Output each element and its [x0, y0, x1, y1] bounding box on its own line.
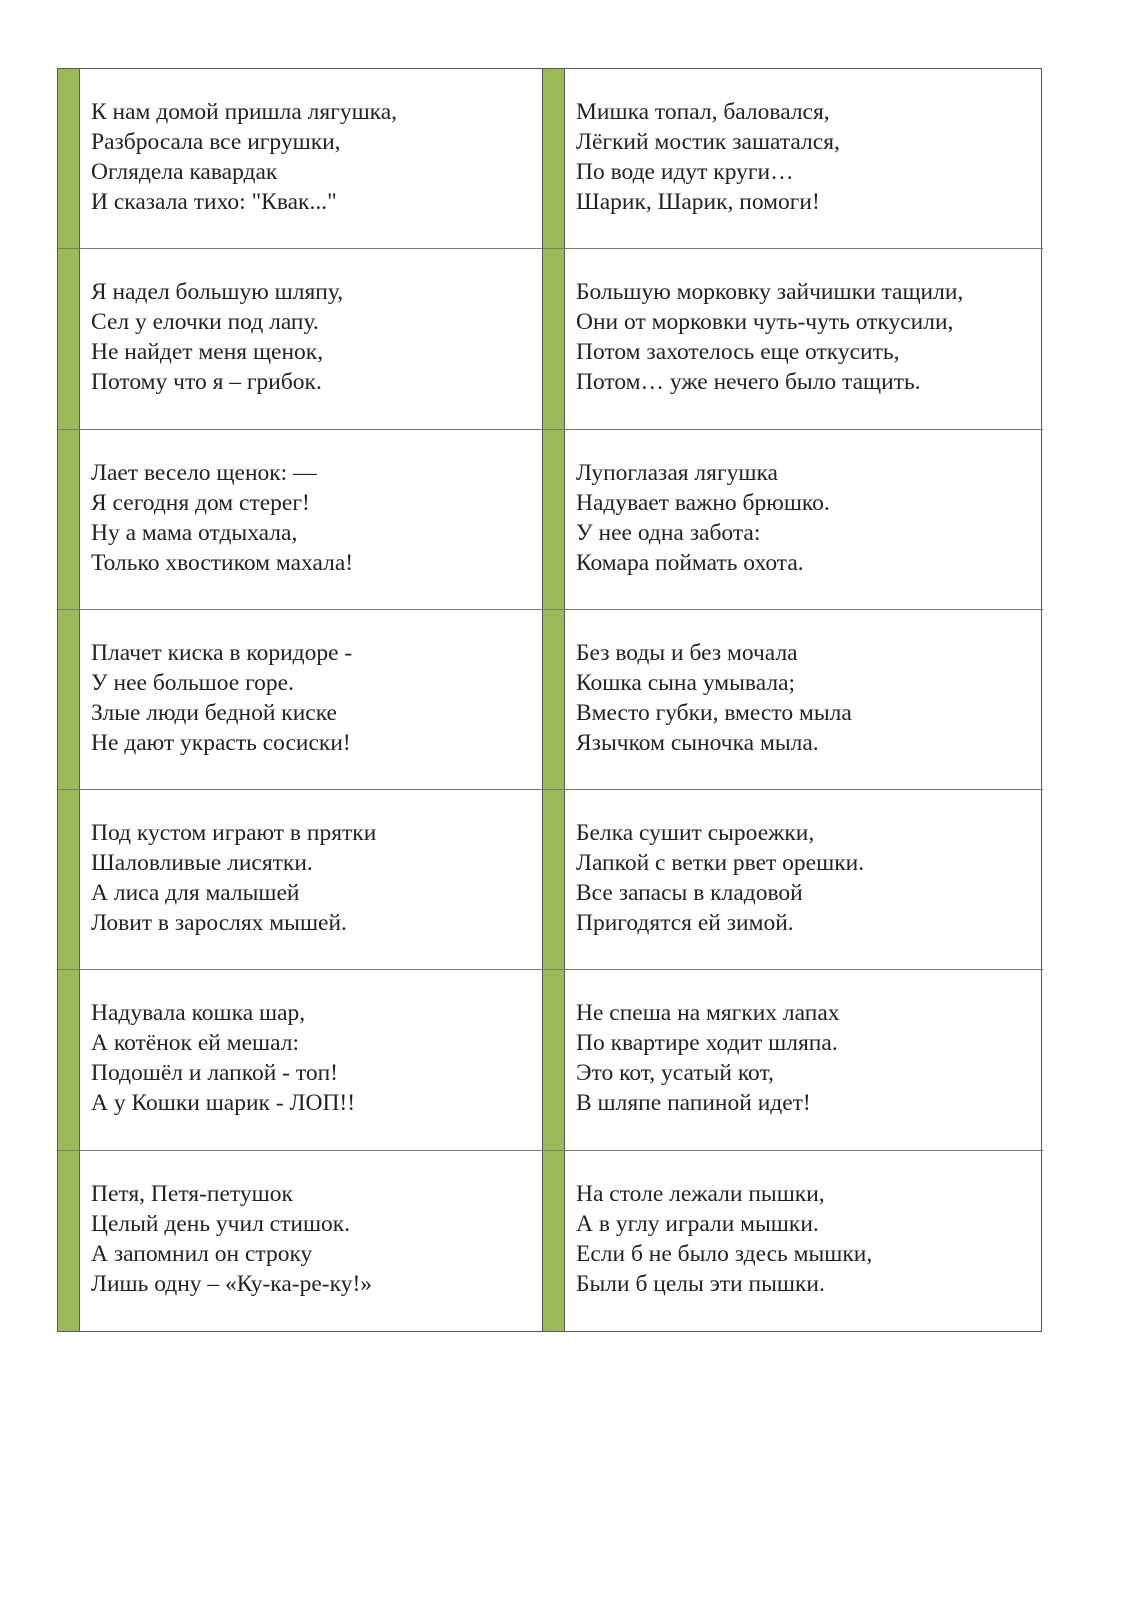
card-accent-bar — [58, 790, 80, 969]
poem-line: Лапкой с ветки рвет орешки. — [576, 850, 865, 877]
poem-line: Потом… уже нечего было тащить. — [576, 369, 921, 396]
poem-line: Сел у елочки под лапу. — [91, 309, 319, 336]
poem-card — [543, 970, 1043, 1150]
poem-line: Лишь одну – «Ку-ка-ре-ку!» — [91, 1270, 373, 1297]
poem-text — [80, 790, 376, 969]
poem-card — [58, 249, 543, 429]
poem-line: У нее одна забота: — [576, 519, 761, 546]
poem-line: Ловит в зарослях мышей. — [91, 910, 347, 937]
poem-line: К нам домой пришла лягушка, — [91, 99, 398, 125]
poem-line: А у Кошки шарик - ЛОП!! — [91, 1090, 356, 1117]
poem-text — [80, 970, 355, 1149]
poem-line: Лупоглазая лягушка — [576, 459, 778, 486]
card-accent-bar — [58, 610, 80, 789]
poem-card — [58, 610, 543, 790]
poem-line: Петя, Петя-петушок — [91, 1180, 293, 1207]
poem-line: Это кот, усатый кот, — [576, 1060, 774, 1087]
poem-card — [543, 430, 1043, 610]
card-accent-bar — [543, 69, 565, 248]
poem-line: И сказала тихо: "Квак..." — [91, 189, 337, 215]
poem-line: Надувала кошка шар, — [91, 1000, 306, 1027]
card-accent-bar — [58, 430, 80, 609]
card-accent-bar — [543, 430, 565, 609]
poem-card — [543, 790, 1043, 970]
poem-text — [565, 610, 852, 789]
poem-line: Потом захотелось еще откусить, — [576, 339, 900, 366]
card-accent-bar — [543, 970, 565, 1149]
poem-line: Я сегодня дом стерег! — [91, 489, 310, 516]
poem-card — [58, 790, 543, 970]
poem-line: Не найдет меня щенок, — [91, 339, 324, 366]
poem-card-grid — [57, 68, 1042, 1332]
poem-line: Комара поймать охота. — [576, 549, 804, 576]
poem-line: По воде идут круги… — [576, 159, 794, 185]
poem-line: Надувает важно брюшко. — [576, 489, 830, 516]
card-accent-bar — [543, 610, 565, 789]
card-accent-bar — [543, 1151, 565, 1331]
poem-line: Потому что я – грибок. — [91, 369, 322, 396]
poem-line: Разбросала все игрушки, — [91, 129, 341, 155]
card-accent-bar — [58, 970, 80, 1149]
poem-card — [58, 69, 543, 249]
card-accent-bar — [58, 249, 80, 428]
poem-line: Плачет киска в коридоре - — [91, 639, 353, 666]
poem-card — [58, 430, 543, 610]
poem-line: Были б целы эти пышки. — [576, 1270, 825, 1297]
poem-line: Мишка топал, баловался, — [576, 99, 830, 125]
poem-line: Кошка сына умывала; — [576, 669, 796, 696]
poem-line: А запомнил он строку — [91, 1240, 313, 1267]
poem-text — [565, 970, 840, 1149]
poem-line: А лиса для малышей — [91, 880, 300, 907]
poem-line: А в углу играли мышки. — [576, 1210, 819, 1237]
poem-line: Без воды и без мочала — [576, 639, 798, 666]
poem-card — [543, 249, 1043, 429]
poem-line: Пригодятся ей зимой. — [576, 910, 794, 937]
poem-line: По квартире ходит шляпа. — [576, 1030, 838, 1057]
poem-line: Если б не было здесь мышки, — [576, 1240, 873, 1267]
poem-line: Шаловливые лисятки. — [91, 850, 313, 877]
poem-line: У нее большое горе. — [91, 669, 294, 696]
poem-text — [565, 249, 963, 428]
poem-line: Все запасы в кладовой — [576, 880, 803, 907]
poem-card — [58, 1151, 543, 1331]
poem-line: Подошёл и лапкой - топ! — [91, 1060, 338, 1087]
poem-text — [80, 249, 343, 428]
poem-line: Большую морковку зайчишки тащили, — [576, 279, 964, 306]
poem-line: Под кустом играют в прятки — [91, 820, 377, 847]
poem-text — [80, 610, 352, 789]
poem-line: Язычком сыночка мыла. — [576, 729, 819, 756]
poem-text — [565, 790, 864, 969]
poem-text — [565, 1151, 872, 1331]
poem-line: Не спеша на мягких лапах — [576, 1000, 840, 1027]
poem-line: Я надел большую шляпу, — [91, 279, 344, 306]
poem-line: Злые люди бедной киске — [91, 699, 337, 726]
poem-text — [80, 430, 353, 609]
poem-line: Только хвостиком махала! — [91, 549, 354, 576]
poem-card — [58, 970, 543, 1150]
poem-card — [543, 1151, 1043, 1331]
poem-text — [565, 430, 830, 609]
poem-text — [80, 1151, 372, 1331]
poem-line: Оглядела кавардак — [91, 159, 278, 185]
poem-card — [543, 610, 1043, 790]
poem-line: А котёнок ей мешал: — [91, 1030, 300, 1057]
card-accent-bar — [58, 1151, 80, 1331]
poem-line: Лает весело щенок: — — [91, 459, 317, 486]
card-accent-bar — [58, 69, 80, 248]
poem-text — [80, 69, 397, 248]
poem-line: Целый день учил стишок. — [91, 1210, 351, 1237]
poem-line: Ну а мама отдыхала, — [91, 519, 298, 546]
card-accent-bar — [543, 790, 565, 969]
poem-line: В шляпе папиной идет! — [576, 1090, 811, 1117]
poem-line: На столе лежали пышки, — [576, 1180, 825, 1207]
poem-line: Не дают украсть сосиски! — [91, 729, 351, 756]
poem-line: Белка сушит сыроежки, — [576, 820, 815, 847]
poem-line: Вместо губки, вместо мыла — [576, 699, 852, 726]
card-accent-bar — [543, 249, 565, 428]
poem-line: Шарик, Шарик, помоги! — [576, 189, 820, 215]
poem-line: Лёгкий мостик зашатался, — [576, 129, 840, 155]
poem-card — [543, 69, 1043, 249]
poem-text — [565, 69, 840, 248]
poem-line: Они от морковки чуть-чуть откусили, — [576, 309, 954, 336]
